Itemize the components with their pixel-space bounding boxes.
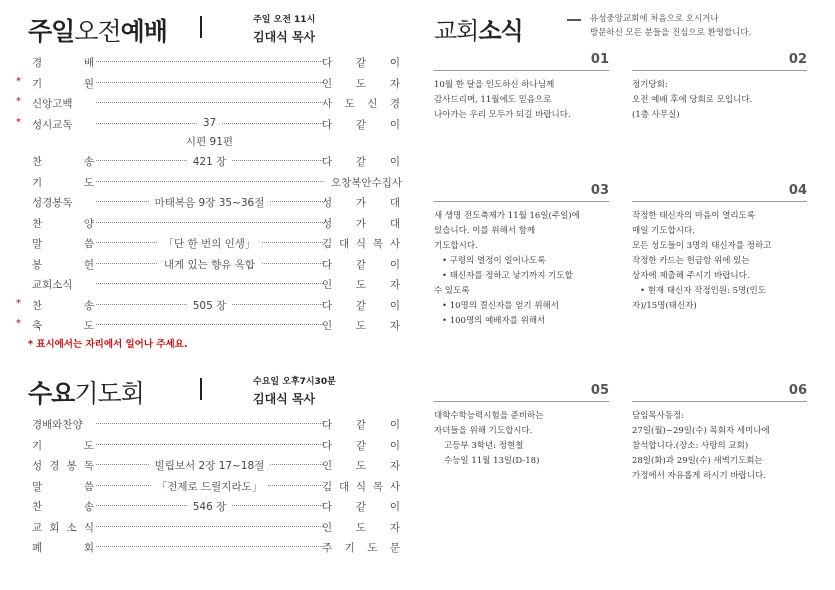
order-item-leader: 다 같 이 <box>322 258 400 271</box>
dotted-leader <box>96 61 323 62</box>
sunday-service-pastor: 김대식 목사 <box>253 30 316 44</box>
news-item-line: 참석합니다.(장소: 사랑의 교회) <box>632 441 749 451</box>
news-divider <box>434 201 609 202</box>
order-item-leader: 김 대 식 목 사 <box>322 480 400 493</box>
news-item-line: 모든 성도들이 3명의 태신자를 정하고 <box>632 241 772 251</box>
news-item-body <box>632 409 807 484</box>
order-row <box>28 254 408 275</box>
order-item-name: 기 도 <box>32 176 94 189</box>
order-row <box>28 435 408 456</box>
news-item-line: 기도합시다. <box>434 241 478 251</box>
dotted-leader <box>96 82 323 83</box>
standing-mark: * <box>16 75 21 87</box>
order-item-name: 경배와찬양 <box>32 419 83 431</box>
sunday-service-header <box>28 12 408 52</box>
order-item-leader: 인 도 자 <box>322 320 400 332</box>
order-row <box>28 213 408 234</box>
order-row <box>28 414 408 435</box>
order-item-leader: 사 도 신 경 <box>322 98 400 110</box>
order-row <box>16 315 408 336</box>
order-item-name: 폐 회 <box>32 542 94 554</box>
order-item-leader: 오창복안수집사 <box>330 176 402 189</box>
news-item-line: 나아가는 우리 모두가 되길 바랍니다. <box>434 110 571 120</box>
news-item-line: 새 생명 전도축제가 11월 16일(주일)에 <box>434 211 580 221</box>
news-item-number: 06 <box>788 383 807 398</box>
order-item-leader: 다 같 이 <box>322 501 400 513</box>
news-divider <box>434 401 609 402</box>
sunday-service-title: 주일오전예배 <box>28 17 167 46</box>
sunday-service-time: 주일 오전 11시 <box>253 15 316 25</box>
order-row <box>28 496 408 517</box>
news-item-line: 작정한 태신자의 마음이 열리도록 <box>632 211 756 221</box>
dotted-leader <box>96 526 323 527</box>
order-row <box>28 192 408 213</box>
order-item-name: 교회소식 <box>32 279 73 291</box>
welcome-message: 유성중앙교회에 처음으로 오시거나 방문하신 모든 분들을 진심으로 환영합니다. <box>590 14 752 38</box>
news-item-line: 가정에서 자유롭게 하시기 바랍니다. <box>632 471 766 481</box>
order-row <box>28 537 408 558</box>
news-item-body <box>434 409 609 469</box>
dotted-leader <box>96 283 323 284</box>
order-row <box>28 274 408 295</box>
order-item-name: 경 배 <box>32 57 94 69</box>
order-row <box>16 295 408 316</box>
order-item-name: 기 도 <box>32 439 94 452</box>
news-divider <box>632 401 807 402</box>
order-item-name: 찬 송 <box>32 156 94 168</box>
wednesday-service-header <box>28 374 408 414</box>
news-item-line: • 현재 태신자 작정인원: 5명(인도 <box>640 286 766 296</box>
standing-mark: * <box>16 318 21 329</box>
news-divider <box>632 70 807 71</box>
order-item-leader: 다 같 이 <box>322 439 400 452</box>
order-row <box>28 134 408 151</box>
news-item-line: 대학수학능력시험을 준비하는 <box>434 411 544 421</box>
order-item-name: 찬 양 <box>32 217 94 230</box>
news-item-line: 수능일 11월 13일(D-18) <box>444 456 540 466</box>
dotted-leader <box>96 102 323 103</box>
order-item-leader: 성 가 대 <box>322 197 400 209</box>
dotted-leader <box>96 324 323 325</box>
news-divider <box>434 70 609 71</box>
order-row <box>28 517 408 538</box>
wednesday-order-list <box>28 414 408 558</box>
order-item-detail: 421 장 <box>96 154 323 169</box>
dotted-leader <box>96 444 323 445</box>
order-item-leader: 인 도 자 <box>322 77 400 90</box>
order-item-detail: 「단 한 번의 인생」 <box>96 236 323 251</box>
news-item-line: 10월 한 달을 인도하신 하나님께 <box>434 80 555 90</box>
title-divider <box>200 16 202 38</box>
order-item-detail: 546 장 <box>96 499 323 514</box>
news-item-line: 자)/15명(태신자) <box>632 301 697 311</box>
news-item-line: 수 있도록 <box>434 286 470 296</box>
news-item-body <box>434 78 609 123</box>
order-row <box>28 172 408 193</box>
news-item-line: • 100명의 예배자를 위해서 <box>442 316 546 326</box>
order-item-detail: 빌립보서 2장 17~18절 <box>96 458 323 473</box>
wednesday-service-time: 수요일 오후7시30분 <box>253 377 336 387</box>
order-item-leader: 인 도 자 <box>322 521 400 534</box>
news-item-line: 정기당회: <box>632 80 668 90</box>
news-item-line: 자녀들을 위해 기도합시다. <box>434 426 533 436</box>
order-row <box>28 52 408 73</box>
dotted-leader <box>96 222 323 223</box>
news-item-line: 매일 기도합시다. <box>632 226 695 236</box>
dotted-leader <box>96 423 323 424</box>
order-row <box>16 73 408 94</box>
order-item-name: 교 회 소 식 <box>32 521 94 534</box>
news-item-body <box>632 78 807 123</box>
standing-mark: * <box>16 297 21 309</box>
order-row <box>16 114 408 135</box>
news-item-line: 상자에 제출해 주시기 바랍니다. <box>632 271 750 281</box>
order-item-leader: 다 같 이 <box>322 118 400 131</box>
wednesday-service-title: 수요기도회 <box>28 379 144 408</box>
news-item-number: 03 <box>590 183 609 198</box>
news-divider <box>632 201 807 202</box>
news-item-line: • 구령의 열정이 일어나도록 <box>442 256 546 266</box>
order-item-detail: 505 장 <box>96 298 323 313</box>
order-item-name: 봉 헌 <box>32 258 94 271</box>
order-row <box>28 455 408 476</box>
order-item-leader: 김 대 식 목 사 <box>322 238 400 250</box>
order-item-leader: 다 같 이 <box>322 299 400 312</box>
order-item-leader: 다 같 이 <box>322 419 400 431</box>
news-item-line: 28일(화)과 29일(수) 새벽기도회는 <box>632 456 763 466</box>
order-item-leader: 다 같 이 <box>322 156 400 168</box>
news-item-line: 27일(월)~29일(수) 목회자 세미나에 <box>632 426 770 436</box>
news-item-line: 고등부 3학년: 정현철 <box>444 441 524 451</box>
order-row <box>16 93 408 114</box>
order-item-name: 신앙고백 <box>32 98 73 110</box>
dotted-leader <box>96 546 323 547</box>
order-item-detail: 내게 있는 향유 옥합 <box>96 257 323 272</box>
dash-mark <box>567 19 581 21</box>
order-item-detail: 「전제로 드릴지라도」 <box>96 479 323 494</box>
news-item-body <box>632 209 807 314</box>
order-item-name: 찬 송 <box>32 501 94 513</box>
order-item-name: 성 경 봉 독 <box>32 460 94 472</box>
order-item-leader: 주 기 도 문 <box>322 542 400 554</box>
order-row <box>28 151 408 172</box>
news-item-line: 감사드리며, 11월에도 믿음으로 <box>434 95 552 105</box>
order-item-name: 기 원 <box>32 77 94 90</box>
order-row <box>28 476 408 497</box>
news-item-line: • 태신자를 정하고 낳기까지 기도할 <box>442 271 573 281</box>
order-item-detail: 마태복음 9장 35~36절 <box>96 195 323 210</box>
order-item-name: 성경봉독 <box>32 197 73 209</box>
order-item-name: 축 도 <box>32 320 94 332</box>
dotted-leader <box>96 181 323 182</box>
standing-mark: * <box>16 116 21 128</box>
order-item-name: 찬 송 <box>32 299 94 312</box>
sunday-service-info <box>253 12 315 45</box>
order-item-name: 성시교독 <box>32 118 73 131</box>
news-item-line: (1층 사무실) <box>632 110 680 120</box>
order-item-name: 말 씀 <box>32 480 94 493</box>
news-item-number: 04 <box>788 183 807 198</box>
order-item-detail: 시편 91편 <box>96 134 323 149</box>
standing-note: * 표시에서는 자리에서 일어나 주세요. <box>28 339 188 350</box>
news-item-line: 있습니다. 이를 위해서 함께 <box>434 226 536 236</box>
sunday-order-list <box>16 52 408 336</box>
order-item-leader: 인 도 자 <box>322 460 400 472</box>
news-item-body <box>434 209 609 329</box>
church-news-header <box>434 11 814 47</box>
order-item-leader: 인 도 자 <box>322 279 400 291</box>
news-item-line: 담임목사동정: <box>632 411 685 421</box>
order-item-detail: 37 <box>96 117 323 129</box>
news-item-line: • 10명의 결신자를 얻기 위해서 <box>442 301 559 311</box>
title-divider <box>200 378 202 400</box>
church-news-title: 교회소식 <box>434 17 523 45</box>
order-item-leader: 다 같 이 <box>322 57 400 69</box>
standing-mark: * <box>16 96 21 107</box>
news-item-number: 02 <box>788 52 807 67</box>
wednesday-service-pastor: 김대식 목사 <box>253 392 316 406</box>
order-item-name: 말 씀 <box>32 238 94 250</box>
order-item-leader: 성 가 대 <box>322 217 400 230</box>
news-item-number: 01 <box>590 52 609 67</box>
news-item-number: 05 <box>590 383 609 398</box>
wednesday-service-info <box>253 374 336 407</box>
news-item-line: 작정한 카드는 헌금함 위에 있는 <box>632 256 750 266</box>
news-item-line: 오전 예배 후에 당회로 모입니다. <box>632 95 753 105</box>
order-row <box>28 233 408 254</box>
